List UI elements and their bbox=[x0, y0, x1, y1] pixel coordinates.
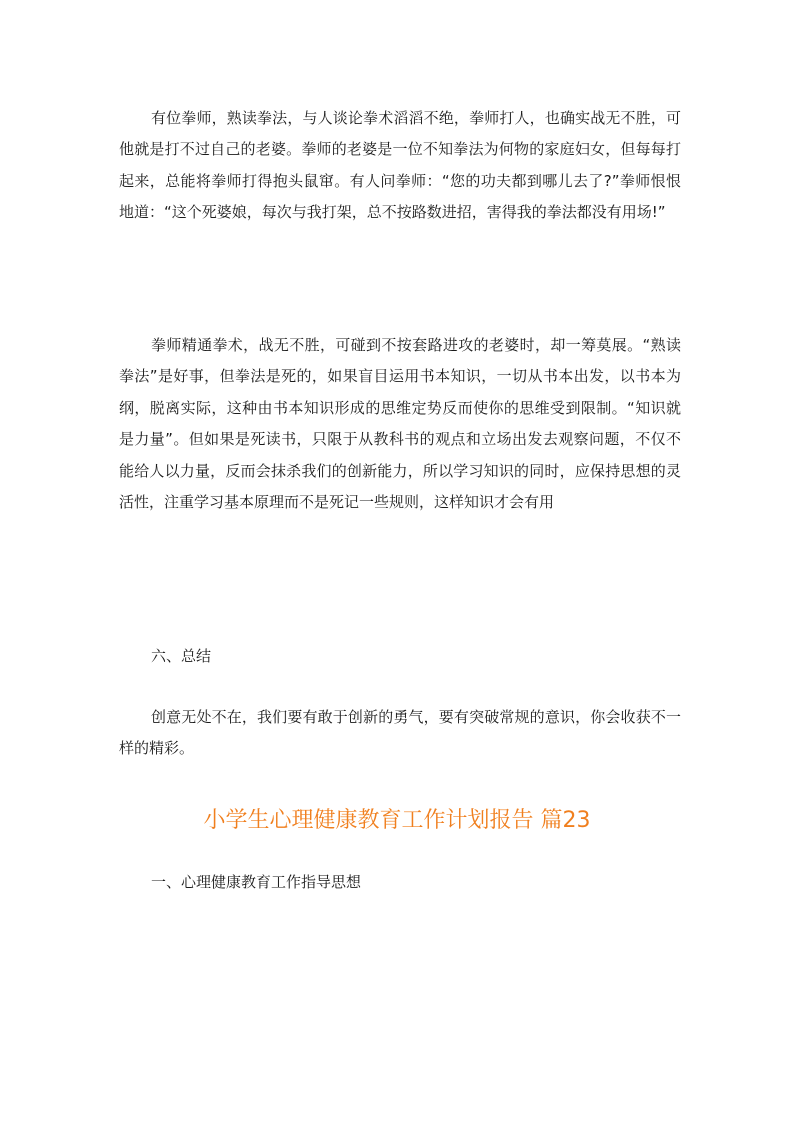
section-title-summary: 六、总结 bbox=[151, 647, 212, 665]
paragraph-summary: 创意无处不在，我们要有敢于创新的勇气，要有突破常规的意识，你会收获不一样的精彩。 bbox=[119, 708, 681, 758]
paragraph-boxer-lesson: 拳师精通拳术，战无不胜，可碰到不按套路进攻的老婆时，却一筹莫展。“熟读拳法”是好事，但拳法是死的，如果盲目运用书本知识，一切从书本出发，以书本为纲，脱离实际，这种由书本知识形成的思维定势反而使你的思维受到限制。“知识就是力量”。但如果是死读书，只限于从教科书的观点和立场出发去观察问题，不仅不能给人以力量，反而会抹杀我们的创新能力，所以学习知识的同时，应保持思想的灵活性，注重学习基本原理而不是死记一些规则，这样知识才会有用 bbox=[119, 336, 681, 512]
article-heading: 小学生心理健康教育工作计划报告 篇23 bbox=[203, 808, 591, 833]
section-title-guiding-thought: 一、心理健康教育工作指导思想 bbox=[151, 873, 362, 891]
paragraph-boxer-story: 有位拳师，熟读拳法，与人谈论拳术滔滔不绝，拳师打人，也确实战无不胜，可他就是打不过自己的老婆。拳师的老婆是一位不知拳法为何物的家庭妇女，但每每打起来，总能将拳师打得抱头鼠窜。有人问拳师：“您的功夫都到哪儿去了?”拳师恨恨地道：“这个死婆娘，每次与我打架，总不按路数进招，害得我的拳法都没有用场!” bbox=[119, 109, 681, 222]
